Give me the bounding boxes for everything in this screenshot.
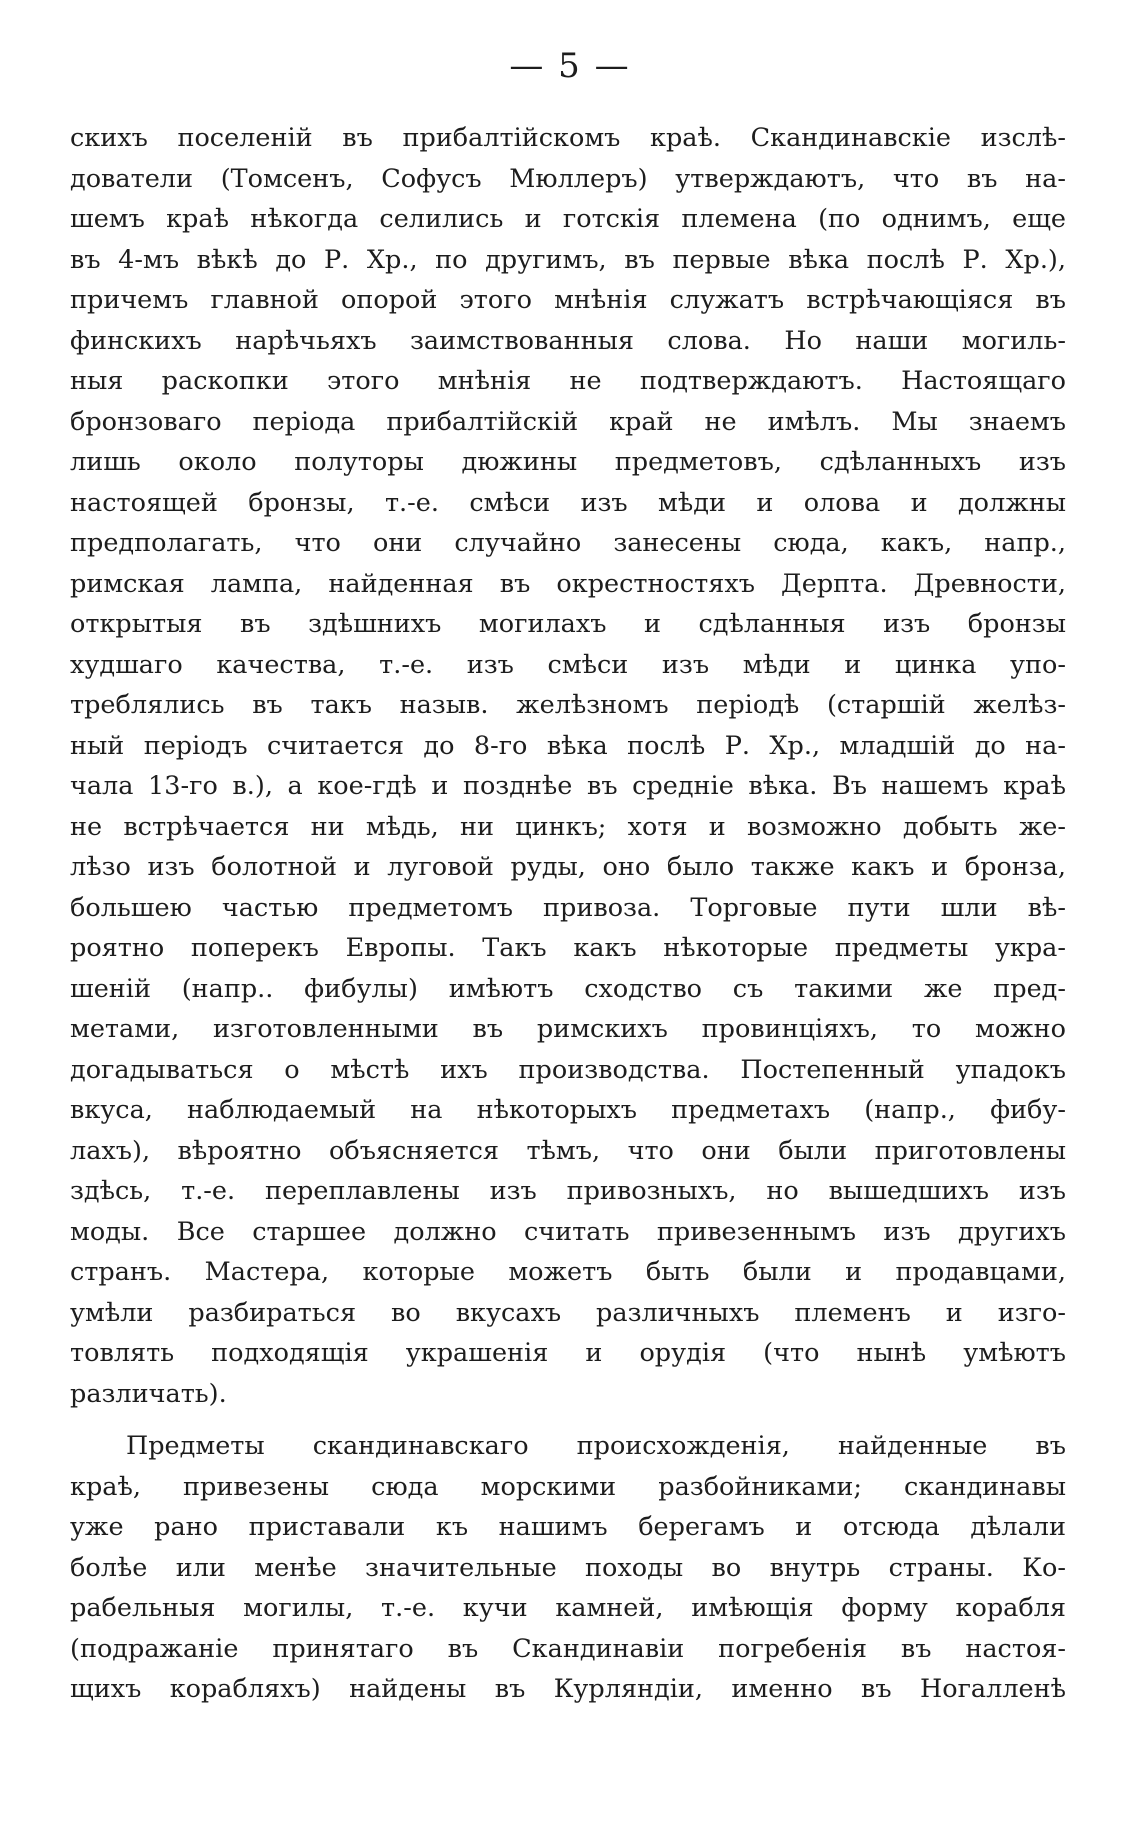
text-body — [70, 118, 1066, 1710]
text-line: лахъ), вѣроятно объясняется тѣмъ, что они были приготовлены — [70, 1135, 1066, 1166]
text-line: лѣзо изъ болотной и луговой руды, оно было также какъ и бронза, — [70, 852, 1066, 882]
text-line: здѣсь, т.-е. переплавлены изъ привозныхъ, но вышедшихъ изъ — [70, 1176, 1066, 1206]
text-line: предполагать, что они случайно занесены сюда, какъ, напр., — [70, 528, 1066, 558]
paragraph-gap — [70, 1414, 1066, 1426]
paragraph-1 — [70, 118, 1066, 1414]
text-line: щихъ корабляхъ) найдены въ Курляндіи, именно въ Ногалленѣ — [70, 1674, 1066, 1704]
page-number: — 5 — — [509, 46, 631, 86]
text-line: лишь около полуторы дюжины предметовъ, сдѣланныхъ изъ — [70, 447, 1066, 477]
text-line: шемъ краѣ нѣкогда селились и готскія племена (по однимъ, еще — [70, 204, 1066, 234]
text-line: болѣе или менѣе значительные походы во внутрь страны. Ко- — [70, 1552, 1066, 1583]
paragraph-2 — [70, 1426, 1066, 1710]
text-line: странъ. Мастера, которые можетъ быть были и продавцами, — [70, 1257, 1066, 1287]
text-line: открытыя въ здѣшнихъ могилахъ и сдѣланныя изъ бронзы — [70, 609, 1066, 639]
text-line: роятно поперекъ Европы. Такъ какъ нѣкоторые предметы укра- — [70, 933, 1066, 963]
text-line: чала 13-го в.), а кое-гдѣ и позднѣе въ средніе вѣка. Въ нашемъ краѣ — [70, 771, 1066, 801]
text-line: не встрѣчается ни мѣдь, ни цинкъ; хотя и возможно добыть же- — [70, 811, 1066, 842]
text-line: догадываться о мѣстѣ ихъ производства. Постепенный упадокъ — [70, 1054, 1066, 1085]
text-line: умѣли разбираться во вкусахъ различныхъ племенъ и изго- — [70, 1297, 1066, 1328]
text-line: скихъ поселеній въ прибалтійскомъ краѣ. Скандинавскіе изслѣ- — [70, 123, 1066, 153]
text-line: рабельныя могилы, т.-е. кучи камней, имѣющія форму корабля — [70, 1593, 1066, 1623]
text-line: римская лампа, найденная въ окрестностяхъ Дерпта. Древности, — [70, 568, 1066, 599]
text-line: дователи (Томсенъ, Софусъ Мюллеръ) утверждаютъ, что въ на- — [70, 163, 1066, 194]
text-line: уже рано приставали къ нашимъ берегамъ и отсюда дѣлали — [70, 1512, 1066, 1542]
text-line: большею частью предметомъ привоза. Торговые пути шли вѣ- — [70, 892, 1066, 923]
text-line: товлять подходящія украшенія и орудія (что нынѣ умѣютъ — [70, 1338, 1066, 1368]
text-line: краѣ, привезены сюда морскими разбойниками; скандинавы — [70, 1471, 1066, 1502]
text-line: вкуса, наблюдаемый на нѣкоторыхъ предметахъ (напр., фибу- — [70, 1095, 1066, 1125]
text-line: треблялись въ такъ назыв. желѣзномъ періодѣ (старшій желѣз- — [70, 690, 1066, 720]
text-line: (подражаніе принятаго въ Скандинавіи погребенія въ настоя- — [70, 1633, 1066, 1664]
text-line: причемъ главной опорой этого мнѣнія служатъ встрѣчающіяся въ — [70, 285, 1066, 315]
text-line: метами, изготовленными въ римскихъ провинціяхъ, то можно — [70, 1014, 1066, 1044]
text-line: ныя раскопки этого мнѣнія не подтверждаютъ. Настоящаго — [70, 366, 1066, 396]
text-line: худшаго качества, т.-е. изъ смѣси изъ мѣди и цинка упо- — [70, 649, 1066, 680]
text-line: финскихъ нарѣчьяхъ заимствованныя слова. Но наши могиль- — [70, 325, 1066, 356]
text-line: шеній (напр.. фибулы) имѣютъ сходство съ такими же пред- — [70, 973, 1066, 1004]
text-line: въ 4-мъ вѣкѣ до Р. Хр., по другимъ, въ первые вѣка послѣ Р. Хр.), — [70, 244, 1066, 275]
text-line: бронзоваго періода прибалтійскій край не имѣлъ. Мы знаемъ — [70, 406, 1066, 437]
text-line: Предметы скандинавскаго происхожденія, найденные въ — [126, 1431, 1066, 1461]
text-line: моды. Все старшее должно считать привезеннымъ изъ другихъ — [70, 1216, 1066, 1247]
text-line: ный періодъ считается до 8-го вѣка послѣ Р. Хр., младшій до на- — [70, 730, 1066, 761]
text-line: настоящей бронзы, т.-е. смѣси изъ мѣди и олова и должны — [70, 487, 1066, 518]
text-line: различать). — [70, 1378, 227, 1409]
